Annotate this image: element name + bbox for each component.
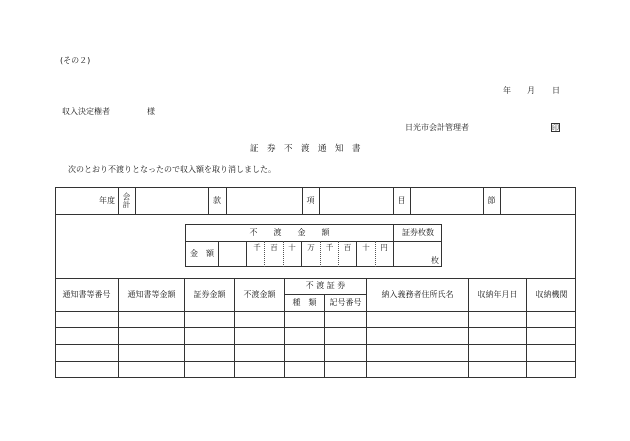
setsu-label: 節: [487, 195, 496, 205]
date-month-label: 月: [527, 86, 535, 95]
col-receipt-date: 収納年月日: [477, 289, 518, 299]
table-row[interactable]: [56, 328, 575, 344]
seal-mark: 印: [552, 123, 559, 132]
divider: [55, 214, 576, 215]
digit-label: 十: [362, 242, 370, 252]
honorific-label: 様: [147, 107, 155, 116]
document-title: 証 券 不 渡 通 知 書: [250, 144, 361, 154]
col-security-amount: 証券金額: [193, 289, 226, 299]
kan-label: 款: [213, 195, 221, 205]
digit-label: 十: [288, 242, 296, 252]
count-unit-label: 枚: [431, 256, 439, 265]
table-row[interactable]: [56, 312, 575, 327]
digit-label: 万: [307, 242, 315, 252]
digit-label: 百: [270, 242, 278, 252]
fiscal-year-label: 年度: [99, 195, 115, 205]
account-input[interactable]: [136, 187, 208, 214]
col-payer: 納入義務者住所氏名: [381, 289, 454, 299]
col-notice-amount: 通知書等金額: [127, 289, 176, 299]
recipient-label: 収入決定権者: [62, 107, 110, 116]
account-label: 会 計: [122, 192, 131, 209]
col-serial-no: 記号番号: [329, 298, 362, 307]
dishonored-amount-header: 不 渡 金 額: [249, 227, 330, 237]
kan-input[interactable]: [227, 187, 302, 214]
col-notice-no: 通知書等番号: [62, 289, 111, 299]
col-kind: 種 類: [292, 298, 317, 307]
notice-message: 次のとおり不渡りとなったので収入額を取り消しました。: [68, 165, 276, 174]
col-receipt-org: 収納機関: [535, 289, 568, 299]
setsu-input[interactable]: [501, 187, 576, 214]
page-number: (その２): [60, 56, 91, 65]
digit-label: 千: [253, 242, 261, 252]
kou-input[interactable]: [320, 187, 393, 214]
table-row[interactable]: [56, 345, 575, 361]
digit-label: 千: [325, 242, 334, 252]
table-row[interactable]: [56, 362, 575, 377]
security-count-header: 証券枚数: [402, 227, 434, 237]
digit-label: 百: [343, 242, 352, 252]
col-dishonored-security: 不 渡 証 券: [305, 281, 346, 290]
amount-input[interactable]: [219, 241, 393, 267]
issuer-label: 日光市会計管理者: [405, 123, 469, 132]
col-dishonored-amount: 不渡金額: [243, 289, 276, 299]
digit-label: 円: [380, 242, 388, 252]
kou-label: 項: [306, 195, 315, 205]
date-year-label: 年: [503, 86, 511, 95]
moku-label: 目: [397, 195, 406, 205]
moku-input[interactable]: [411, 187, 483, 214]
date-day-label: 日: [552, 86, 560, 95]
amount-label: 金 額: [190, 249, 214, 258]
